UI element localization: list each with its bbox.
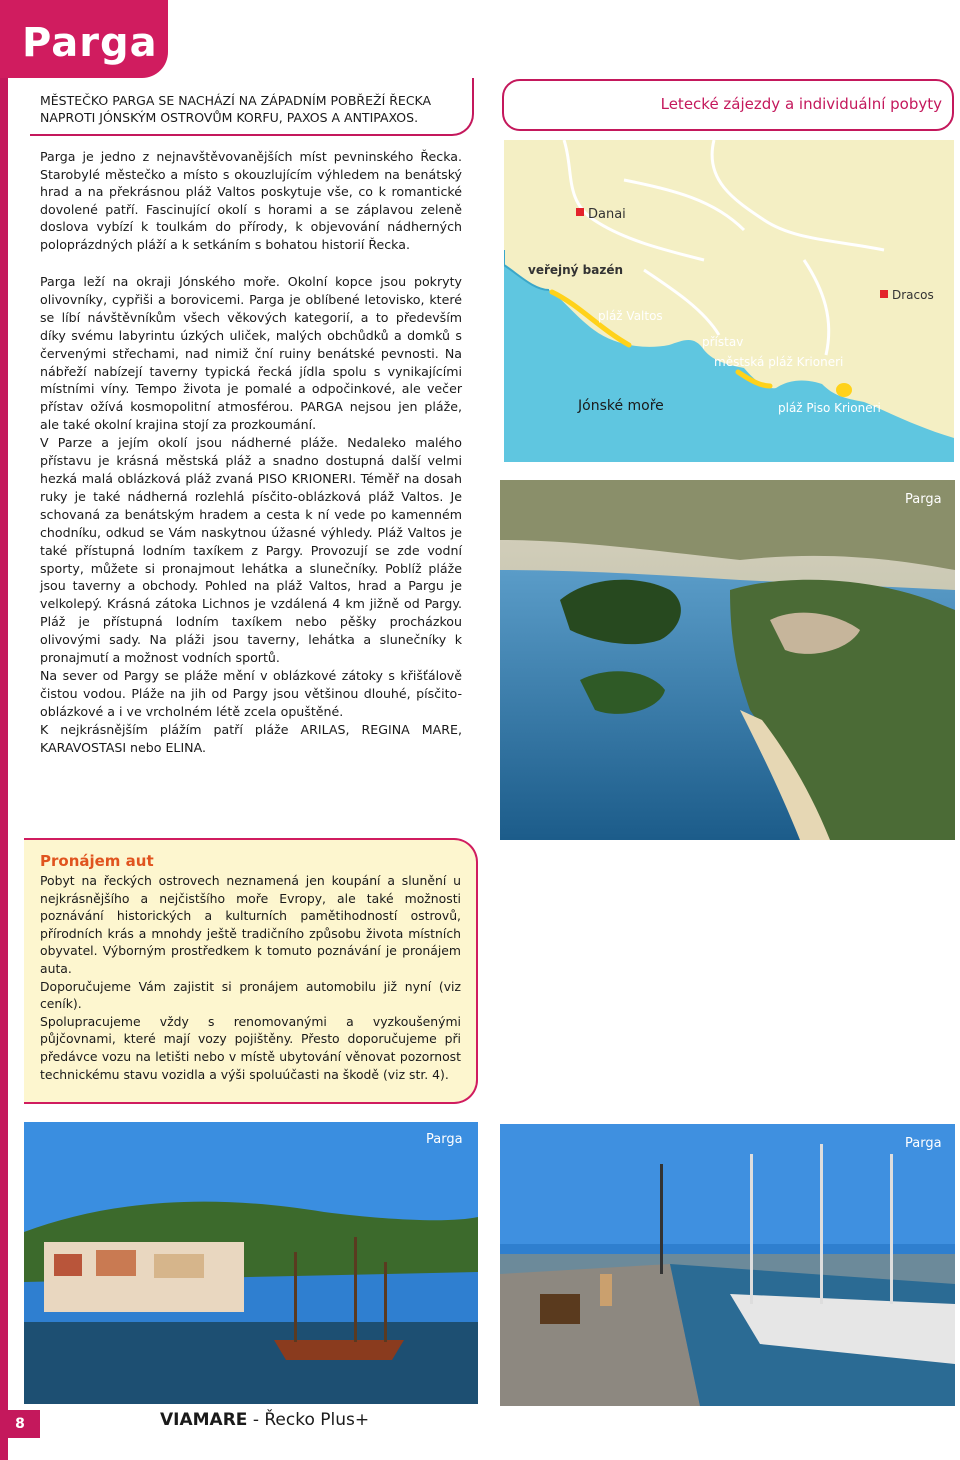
intro-paragraph: Parga je jedno z nejnavštěvovanějších míst pevninského Řecka. Starobylé městečko a místo s okouzlujícím výhledem na benátský hrad a na překrásnou pláž Valtos poskytuje vše, co k romantické dovolené patří. Fascinující okolí s horami a se záplavou zeleně doslova vybízí k toulkám do přírody, k objevování nádherných poloprázdných pláží a k setkáním s bohatou historií Řecka. <box>40 149 462 252</box>
aerial-caption: Parga <box>905 492 942 507</box>
map-label-city-beach: městská pláž Krioneri <box>714 355 844 369</box>
map-label-port: přístav <box>702 335 744 349</box>
map-label-dracos: Dracos <box>892 288 934 302</box>
rental-paragraph: Doporučujeme Vám zajistit si pronájem automobilu již nyní (viz ceník). <box>40 978 461 1012</box>
map-label-valtos: pláž Valtos <box>598 309 663 323</box>
promenade-caption: Parga <box>905 1136 942 1151</box>
series-name: - Řecko Plus+ <box>247 1410 370 1430</box>
harbor-caption: Parga <box>426 1132 463 1147</box>
dracos-marker <box>880 290 888 298</box>
article-paragraph: K nejkrásnějším plážím patří pláže ARILAS, REGINA MARE, KARAVOSTASI nebo ELINA. <box>40 721 462 755</box>
car-rental-text <box>40 872 461 1083</box>
map-label-sea: Jónské moře <box>578 398 664 414</box>
map-label-danai: Danai <box>588 207 626 222</box>
page-edge-stripe <box>0 0 8 1460</box>
intro-heading: MĚSTEČKO PARGA SE NACHÁZÍ NA ZÁPADNÍM POBŘEŽÍ ŘECKA NAPROTI JÓNSKÝM OSTROVŮM KORFU, PAXOS A ANTIPAXOS. <box>40 93 432 125</box>
rental-paragraph: Spolupracujeme vždy s renomovanými a vyzkoušenými půjčovnami, které mají vozy pojištěny. Přesto doporučujeme při předávce vozu na letišti nebo v místě ubytování věnovat pozornost technickému stavu vozidla a výši spoluúčasti na škodě (viz str. 4). <box>40 1013 461 1082</box>
footer-brand <box>160 1410 369 1430</box>
article-paragraph: V Parze a jejím okolí jsou nádherné pláže. Nedaleko malého přístavu je krásná městská pláž a snadno dostupná další velmi hezká malá oblázková pláž zvaná PISO KRIONERI. Téměř na dosah ruky je také nádherná rozlehlá písčito-oblázková pláž Valtos. Je schovaná za benátským hradem a cesta k ní vede po kamenném chodníku, odkud se Vám naskytnou úžasné výhledy. Pláž Valtos je také přístupná lodním taxíkem z Pargy. Provozují se zde vodní sporty, můžete si pronajmout lehátka a slunečníky. Poblíž pláže jsou taverny a obchody. Pohled na pláž Valtos, hrad a Pargu je velkolepý. Krásná zátoka Lichnos je vzdálená 4 km jižně od Pargy. Pláž je přístupná lodním taxíkem nebo pěšky procházkou olivovými sady. Na pláži jsou taverny, lehátka a slunečníky k pronajmutí a možnost vodních sportů. <box>40 435 462 666</box>
main-article <box>40 273 462 756</box>
parga-map <box>504 140 954 462</box>
brand-name: VIAMARE <box>160 1410 248 1430</box>
car-rental-title: Pronájem aut <box>40 852 154 870</box>
danai-marker <box>576 208 584 216</box>
page-title: Parga <box>22 20 158 66</box>
rental-paragraph: Pobyt na řeckých ostrovech neznamená jen koupání a slunění u nejkrásnějšího a nejčistšího moře Evropy, ale také možnosti poznávání historických a kulturních pamětihodností ostrovů, přírodních krás a mnohdy ještě tradičního způsobu života místních obyvatel. Výborným prostředkem k tomuto poznávání je pronájem auta. <box>40 873 461 976</box>
article-paragraph: Parga leží na okraji Jónského moře. Okolní kopce jsou pokryty olivovníky, cypřiši a borovicemi. Parga je oblíbené letovisko, které se líbí návštěvníkům všech věkových kategorií, a to především díky svému labyrintu úzkých uliček, malých obchůdků a domků s červenými střechami, nad nimiž ční ruiny benátské pevnosti. Na nábřeží nabízejí taverny typická řecká jídla spolu s vynikajícími místními víny. Tempo života je pomalé a odpočinkové, ale večer přístav ožívá kosmopolitní atmosférou. PARGA nejsou jen pláže, ale také okolní krajina stojí za prozkoumání. <box>40 274 462 433</box>
promenade-photo <box>500 1124 955 1406</box>
harbor-photo <box>24 1122 478 1404</box>
page-number: 8 <box>0 1410 40 1438</box>
article-paragraph: Na sever od Pargy se pláže mění v oblázkové zátoky s křišťálově čistou vodou. Pláže na jih od Pargy jsou většinou dlouhé, písčito-oblázkové a i ve vrcholném létě zcela opuštěné. <box>40 667 462 719</box>
aerial-photo <box>500 480 955 840</box>
map-label-pool: veřejný bazén <box>528 263 624 277</box>
map-label-piso: pláž Piso Krioneri <box>778 401 881 415</box>
tour-type-label: Letecké zájezdy a individuální pobyty <box>660 95 942 113</box>
